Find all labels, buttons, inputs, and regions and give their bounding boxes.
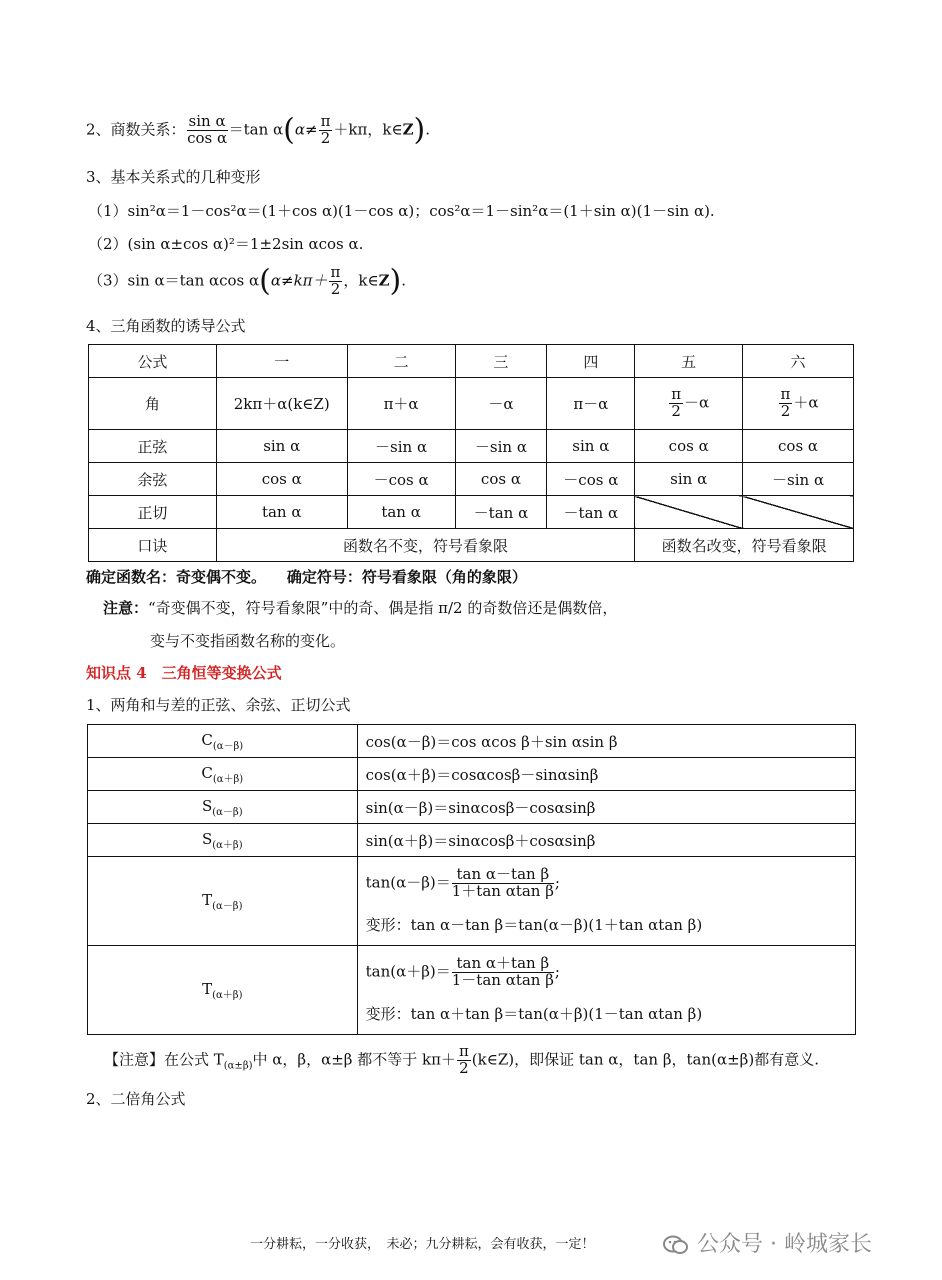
quotient-fraction: $\frac{\text{sin α}}{\text{cos α}}$	[187, 112, 228, 147]
sum-diff-title: 1、两角和与差的正弦、余弦、正切公式	[86, 696, 351, 714]
formula-2: （2）(sin α±cos α)²＝1±2sin αcos α.	[88, 235, 364, 253]
table-row: 正切 tan α tan α －tan α －tan α	[89, 496, 854, 529]
table-row: $T_{(\alpha+\beta)}$ tan(α＋β)＝ $\frac{\text{tan α＋tan β}}{\text{1－tan αtan β}}$ ; 变形：tan α＋tan β＝tan(α＋β)(1－tan αtan β)	[88, 946, 856, 1035]
quotient-label: 2、商数关系：	[86, 120, 186, 139]
formula-3: （3）sin α＝tan αcos α(α≠kπ＋ $\frac{\pi}{2}$ ，k∈Z).	[88, 263, 407, 299]
section-3-title: 3、基本关系式的几种变形	[86, 168, 261, 186]
table-row: 正弦 sin α －sin α －sin α sin α cos α cos α	[89, 430, 854, 463]
mnemonic-changed: 函数名改变，符号看象限	[635, 529, 854, 562]
table-row: 余弦 cos α －cos α cos α －cos α sin α －sin α	[89, 463, 854, 496]
caution-line: 【注意】在公式 $T_{(\alpha\pm\beta)}$中 α，β，α±β 都不等于 kπ＋ $\frac{\pi}{2}$ (k∈Z)，即保证 tan α，tan β，tan(α±β)都有意义.	[104, 1042, 819, 1077]
note-line-1: 注意：“奇变偶不变，符号看象限”中的奇、偶是指 π/2 的奇数倍还是偶数倍，	[103, 599, 618, 617]
empty-diagonal-cell	[635, 496, 743, 529]
induction-table	[88, 344, 854, 562]
sum-difference-table	[87, 724, 856, 1035]
table-row: 口诀 函数名不变，符号看象限 函数名改变，符号看象限	[89, 529, 854, 562]
formula-1: （1）sin²α＝1－cos²α＝(1＋cos α)(1－cos α)；cos²α＝1－sin²α＝(1＋sin α)(1－sin α).	[88, 202, 715, 220]
table-row: $S_{(\alpha-\beta)}$ sin(α－β)＝sinαcosβ－cosαsinβ	[88, 791, 856, 824]
table-row: $C_{(\alpha-\beta)}$ cos(α－β)＝cos αcos β＋sin αsin β	[88, 725, 856, 758]
mnemonic-unchanged: 函数名不变，符号看象限	[216, 529, 634, 562]
table-row: $C_{(\alpha+\beta)}$ cos(α＋β)＝cosαcosβ－sinαsinβ	[88, 758, 856, 791]
pi-over-2: $\frac{\pi}{2}$	[320, 112, 331, 147]
table-row: 公式 一 二 三 四 五 六	[89, 345, 854, 378]
watermark: 公众号 · 岭城家长	[662, 1227, 872, 1258]
table-row: $S_{(\alpha+\beta)}$ sin(α＋β)＝sinαcosβ＋cosαsinβ	[88, 824, 856, 857]
wechat-icon	[662, 1234, 690, 1256]
table-row: $T_{(\alpha-\beta)}$ tan(α－β)＝ $\frac{\text{tan α－tan β}}{\text{1＋tan αtan β}}$ ; 变形：tan α－tan β＝tan(α－β)(1＋tan αtan β)	[88, 857, 856, 946]
section-4-title: 4、三角函数的诱导公式	[86, 317, 246, 335]
double-angle-title: 2、二倍角公式	[86, 1090, 186, 1108]
rule-line: 确定函数名：奇变偶不变。 确定符号：符号看象限（角的象限）	[86, 568, 527, 586]
quotient-relation: 2、商数关系： $\frac{\text{sin α}}{\text{cos α}}$ ＝tan α(α≠ $\frac{\pi}{2}$ ＋kπ，k∈Z).	[86, 112, 431, 148]
empty-diagonal-cell	[743, 496, 854, 529]
table-row: 角 2kπ＋α(k∈Z) π＋α －α π－α $\frac{\pi}{2}$ －α $\frac{\pi}{2}$ ＋α	[89, 378, 854, 430]
note-line-2: 变与不变指函数名称的变化。	[150, 632, 346, 650]
footer-motto: 一分耕耘，一分收获， 未必；九分耕耘，会有收获，一定！	[250, 1237, 595, 1252]
knowledge-point-4-title: 知识点 4 三角恒等变换公式	[86, 664, 282, 682]
